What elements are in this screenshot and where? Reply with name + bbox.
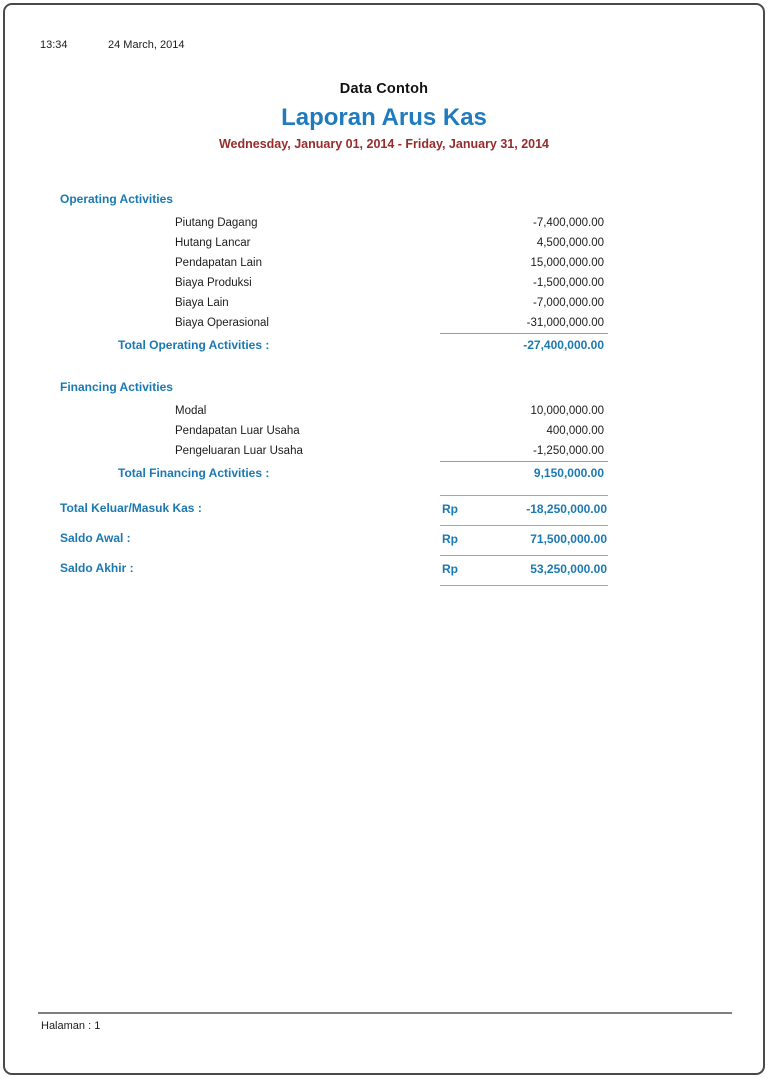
account-value: -7,000,000.00 — [533, 297, 604, 309]
summary-label: Total Keluar/Masuk Kas : — [60, 501, 202, 515]
table-row — [60, 293, 608, 313]
summary-row — [60, 525, 608, 555]
table-row — [60, 213, 608, 233]
table-row — [60, 273, 608, 293]
title-block — [5, 81, 763, 151]
section-header: Operating Activities — [60, 192, 173, 206]
summary-value: 71,500,000.00 — [530, 532, 607, 546]
page-number: Halaman : 1 — [41, 1020, 101, 1032]
summary-bottom-rule — [440, 585, 608, 586]
account-label: Pendapatan Luar Usaha — [175, 425, 300, 437]
section-total-row — [60, 462, 608, 483]
account-label: Hutang Lancar — [175, 237, 251, 249]
account-label: Piutang Dagang — [175, 217, 258, 229]
currency-symbol: Rp — [442, 562, 458, 576]
section-total-value: 9,150,000.00 — [533, 465, 604, 480]
account-value: 4,500,000.00 — [536, 237, 604, 249]
currency-symbol: Rp — [442, 502, 458, 516]
section-total-value: -27,400,000.00 — [523, 337, 604, 352]
account-label: Biaya Lain — [175, 297, 229, 309]
account-label: Biaya Operasional — [175, 317, 269, 329]
print-date: 24 March, 2014 — [108, 39, 185, 51]
account-label: Modal — [175, 405, 207, 417]
section-total-label: Total Operating Activities : — [118, 337, 270, 352]
section-items — [60, 401, 608, 461]
summary-value-cell — [440, 555, 608, 576]
section-total-row — [60, 334, 608, 355]
section-header: Financing Activities — [60, 380, 173, 394]
table-row — [60, 233, 608, 253]
report-period: Wednesday, January 01, 2014 - Friday, January 31, 2014 — [218, 137, 550, 151]
report-page — [3, 3, 765, 1075]
summary-value: -18,250,000.00 — [526, 502, 607, 516]
summary-value: 53,250,000.00 — [530, 562, 607, 576]
summary-value-cell — [440, 495, 608, 516]
company-name: Data Contoh — [339, 81, 429, 97]
account-value: 15,000,000.00 — [530, 257, 604, 269]
report-body — [60, 192, 608, 586]
currency-symbol: Rp — [442, 532, 458, 546]
table-row — [60, 441, 608, 461]
account-label: Biaya Produksi — [175, 277, 252, 289]
account-value: 400,000.00 — [546, 425, 604, 437]
table-row — [60, 421, 608, 441]
table-row — [60, 313, 608, 333]
report-title: Laporan Arus Kas — [281, 104, 487, 131]
table-row — [60, 253, 608, 273]
summary-label: Saldo Awal : — [60, 531, 131, 545]
account-label: Pengeluaran Luar Usaha — [175, 445, 303, 457]
account-value: -31,000,000.00 — [526, 317, 604, 329]
summary-value-cell — [440, 525, 608, 546]
account-value: -1,500,000.00 — [533, 277, 604, 289]
summary-label: Saldo Akhir : — [60, 561, 134, 575]
account-value: -1,250,000.00 — [533, 445, 604, 457]
summary-row — [60, 555, 608, 585]
summary-row — [60, 495, 608, 525]
account-label: Pendapatan Lain — [175, 257, 262, 269]
table-row — [60, 401, 608, 421]
section-spacer — [60, 355, 608, 380]
summary-block — [60, 495, 608, 586]
section-operating-activities — [60, 192, 608, 355]
account-value: -7,400,000.00 — [533, 217, 604, 229]
print-time: 13:34 — [40, 39, 68, 51]
section-financing-activities — [60, 380, 608, 483]
section-total-label: Total Financing Activities : — [118, 465, 270, 480]
footer-rule — [38, 1012, 732, 1014]
account-value: 10,000,000.00 — [530, 405, 604, 417]
section-items — [60, 213, 608, 333]
